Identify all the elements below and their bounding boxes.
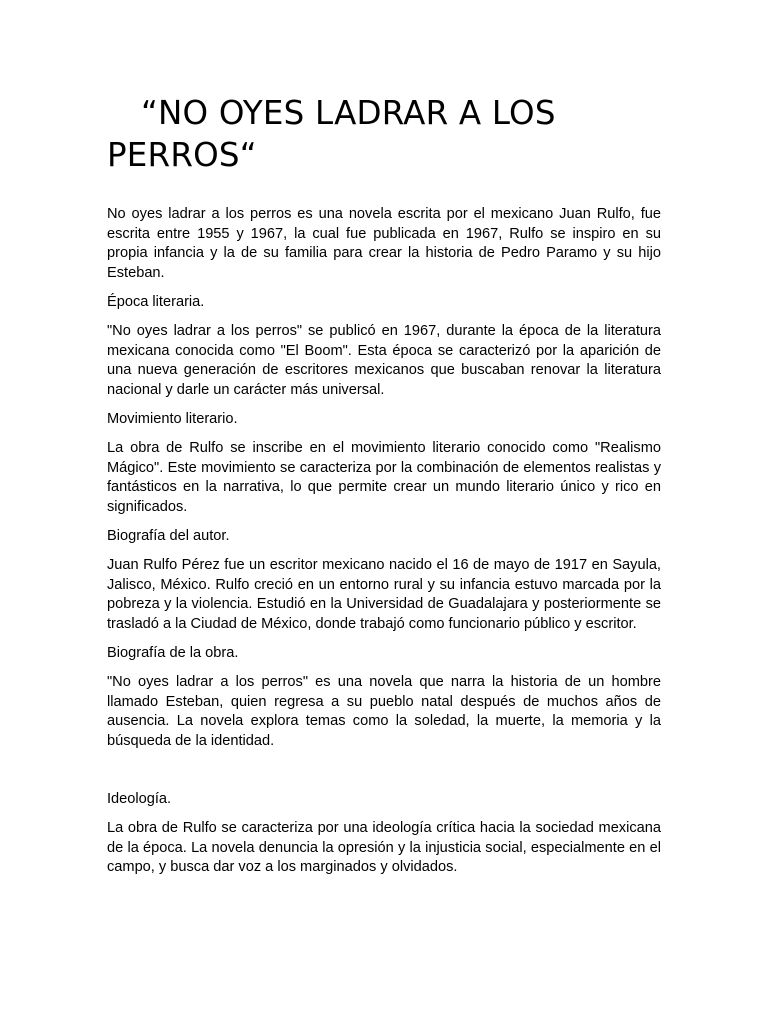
section-text-biografia-obra: "No oyes ladrar a los perros" es una novela que narra la historia de un hombre llamado Esteban, quien regresa a su pueblo natal después de muchos años de ausencia. La novela explora temas como la soledad, la muerte, la memoria y la búsqueda de la identidad. [107,674,661,749]
intro-paragraph: No oyes ladrar a los perros es una novela escrita por el mexicano Juan Rulfo, fue escrita entre 1955 y 1967, la cual fue publicada en 1967, Rulfo se inspiro en su propia infancia y la de su familia para crear la historia de Pedro Paramo y su hijo Esteban. [107,206,661,281]
section-text-epoca: "No oyes ladrar a los perros" se publicó en 1967, durante la época de la literatura mexicana conocida como "El Boom". Esta época se caracterizó por la aparición de una nueva generación de escritores mexicanos que buscaban renovar la literatura nacional y darle un carácter más universal. [107,323,661,398]
section-text-ideologia: La obra de Rulfo se caracteriza por una ideología crítica hacia la sociedad mexicana de la época. La novela denuncia la opresión y la injusticia social, especialmente en el campo, y busca dar voz a los marginados y olvidados. [107,820,661,876]
section-heading-biografia-obra: Biografía de la obra. [107,645,239,662]
section-heading-ideologia: Ideología. [107,791,172,808]
document-body [107,205,661,888]
section-heading-epoca: Época literaria. [107,293,205,310]
section-heading-biografia-autor: Biografía del autor. [107,527,230,544]
blank-line [107,761,661,790]
section-heading-movimiento: Movimiento literario. [107,410,238,427]
document-title: “NO OYES LADRAR A LOS PERROS“ [107,94,556,174]
section-text-biografia-autor: Juan Rulfo Pérez fue un escritor mexicano nacido el 16 de mayo de 1917 en Sayula, Jalisco, México. Rulfo creció en un entorno rural y su infancia estuvo marcada por la pobreza y la violencia. Estudió en la Universidad de Guadalajara y posteriormente se trasladó a la Ciudad de México, donde trabajó como funcionario público y escritor. [107,557,661,632]
section-text-movimiento: La obra de Rulfo se inscribe en el movimiento literario conocido como "Realismo Mágico". Este movimiento se caracteriza por la combinación de elementos realistas y fantásticos en la narrativa, lo que permite crear un mundo literario único y rico en significados. [107,440,661,515]
